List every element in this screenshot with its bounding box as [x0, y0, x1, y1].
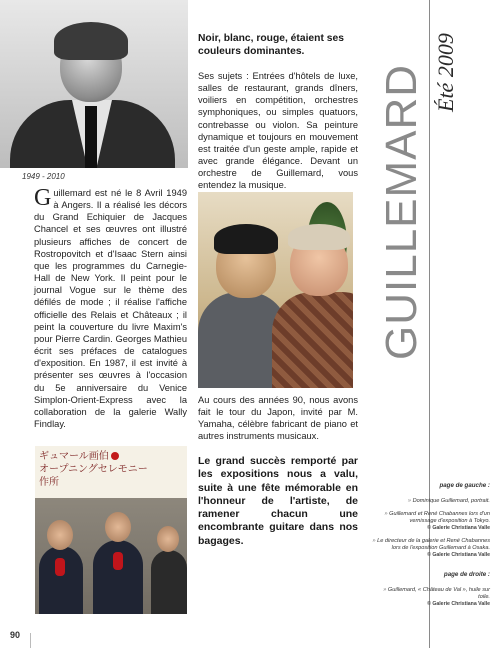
credit-copyright: © Galerie Christiana Valle	[427, 552, 490, 558]
japan-paragraph: Au cours des années 90, nous avons fait le tour du Japon, invité par M. Yamaha, célèbre fabricant de piano et autres instruments musicaux.	[198, 395, 358, 442]
vertical-title: GUILLEMARD	[377, 63, 426, 360]
event-sign-text: ギュマール画伯 オープニングセレモニー 作所	[39, 451, 148, 488]
credit-item: » Guillemard, « Château de Val », huile sur toile.	[383, 587, 490, 600]
guitar-quote: Le grand succès remporté par les expositions nous a valu, suite à une fête mémorable en l'honneur de l'artiste, de ramener chacun une encombrante guitare dans nos bagages.	[198, 455, 358, 547]
credit-item: » Guillemard et René Chabannes lors d'un vernissage d'exposition à Tokyo.	[384, 511, 490, 524]
tokyo-vernissage-photo	[198, 192, 353, 388]
bio-first-line: uillemard est né le 8 Avril 1949	[53, 188, 187, 198]
portrait-years-caption: 1949 - 2010	[22, 172, 65, 181]
drop-cap: G	[34, 185, 52, 211]
credit-item: » Dominique Guillemard, portrait.	[407, 498, 490, 504]
page-number: 90	[10, 630, 21, 640]
credits-right-heading: page de droite :	[443, 571, 490, 578]
photo-credits	[372, 482, 490, 608]
credit-item: » Le directeur de la galerie et René Chabannes lors de l'exposition Guillemard à Osaka.	[372, 538, 490, 551]
osaka-event-photo	[35, 446, 187, 614]
portrait-photo	[0, 0, 188, 168]
credits-left-heading: page de gauche :	[439, 482, 490, 489]
credit-copyright: © Galerie Christiana Valle	[427, 601, 490, 607]
colors-heading: Noir, blanc, rouge, étaient ses couleurs dominantes.	[198, 33, 344, 57]
biography-text	[34, 187, 187, 430]
bio-paragraph: à Angers. Il a réalisé les décors du Grand Echiquier de Jacques Chancel et ses œuvres ont illustré plusieurs affiches de concert de Rostropovitch et d'Isaac Stern ainsi que les programmes du Carnegie-Hall de New York. Il peint pour le journal Vogue sur le thème des défilés de mode ; il réalise l'affiche officielle des Relais et Châteaux ; il peint la couverture du livre Maxim's pour Pierre Cardin. Georges Mathieu écrit ses préfaces de catalogues d'exposition. En 1987, il est invité à présenter ses œuvres à l'occasion du 5e anniversaire du Venice Simplon-Orient-Express avec la collaboration de la galerie Wally Findlay.	[34, 200, 187, 429]
subjects-paragraph: Ses sujets : Entrées d'hôtels de luxe, salles de restaurant, grands dîners, voiliers en compétition, orchestres symphoniques, ou simples quatuors, contrebasse ou violon. Sa peinture dynamique et toujours en mouvement est traitée d'un geste ample, rapide et avec grande élégance. Devant un orchestre de Guillemard, vous entendez la musique.	[198, 71, 358, 191]
credit-copyright: © Galerie Christiana Valle	[427, 525, 490, 531]
vertical-season: Été 2009	[433, 33, 458, 112]
footer-rule	[30, 633, 31, 648]
